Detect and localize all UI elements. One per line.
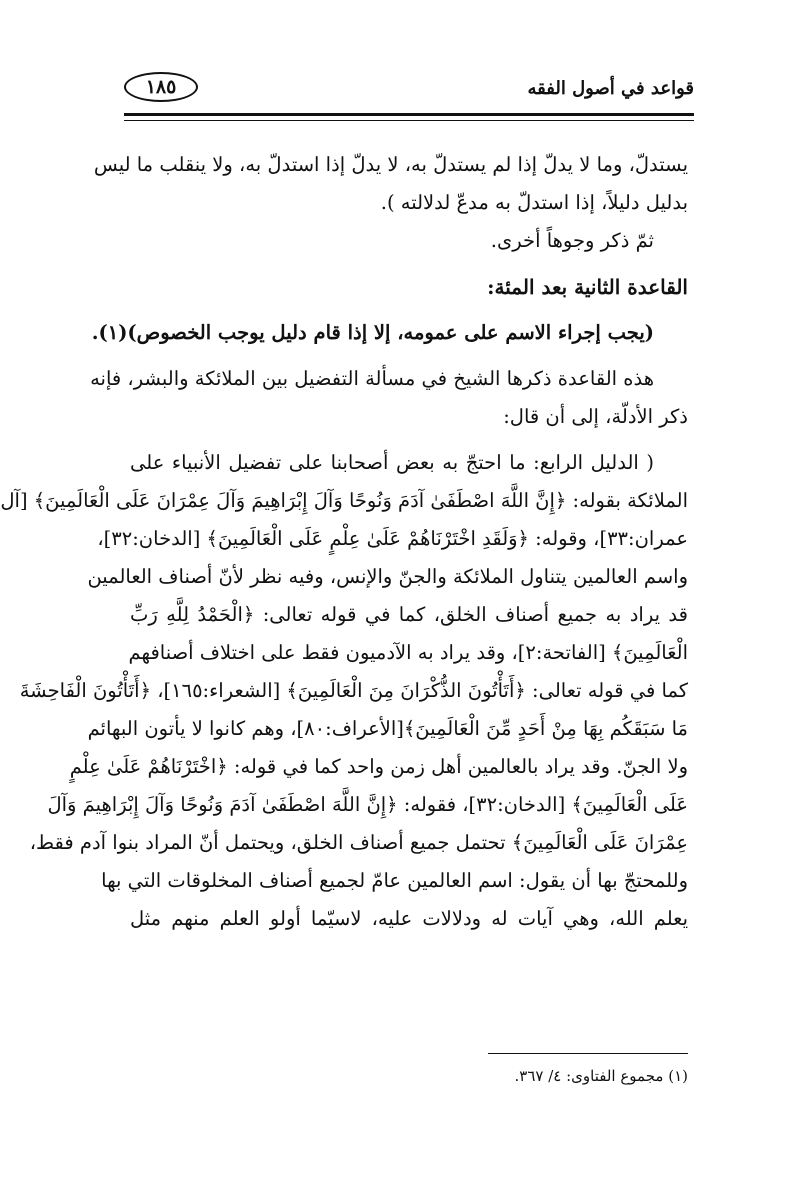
rule-statement: (يجب إجراء الاسم على عمومه، إلا إذا قام دليل يوجب الخصوص)(١). xyxy=(91,321,654,344)
text-line: يعلم الله، وهي آيات له ودلالات عليه، لاسيّما أولو العلم منهم مثل xyxy=(130,907,688,930)
text-line: بدليل دليلاً، إذا استدلّ به مدعّ لدلالته ). xyxy=(380,191,688,214)
text-line: واسم العالمين يتناول الملائكة والجنّ والإنس، وفيه نظر لأنّ أصناف العالمين xyxy=(87,565,688,588)
text-line: ذكر الأدلّة، إلى أن قال: xyxy=(503,405,688,428)
text-line: الْعَالَمِينَ﴾ [الفاتحة:٢]، وقد يراد به الآدميون فقط على اختلاف أصنافهم xyxy=(128,641,688,664)
text-line: عمران:٣٣]، وقوله: ﴿وَلَقَدِ اخْتَرْنَاهُمْ عَلَىٰ عِلْمٍ عَلَى الْعَالَمِينَ﴾ [الدخان:٣٢]، xyxy=(97,527,688,550)
text-line: ثمّ ذكر وجوهاً أخرى. xyxy=(490,229,654,252)
text-line: قد يراد به جميع أصناف الخلق، كما في قوله تعالى: ﴿الْحَمْدُ لِلَّهِ رَبِّ xyxy=(130,603,688,626)
footnote: (١) مجموع الفتاوى: ٤/ ٣٦٧. xyxy=(514,1067,688,1085)
text-line: عِمْرَانَ عَلَى الْعَالَمِينَ﴾ تحتمل جميع أصناف الخلق، ويحتمل أنّ المراد بنوا آدم فقط، xyxy=(29,831,688,854)
section-heading: القاعدة الثانية بعد المئة: xyxy=(487,275,688,299)
text-line: وللمحتجّ بها أن يقول: اسم العالمين عامّ لجميع أصناف المخلوقات التي بها xyxy=(101,869,688,892)
text-line: ( الدليل الرابع: ما احتجّ به بعض أصحابنا على تفضيل الأنبياء على xyxy=(130,451,654,474)
page-number: ١٨٥ xyxy=(124,72,198,102)
text-line: يستدلّ، وما لا يدلّ إذا لم يستدلّ به، لا يدلّ إذا استدلّ به، ولا ينقلب ما ليس xyxy=(93,153,688,176)
running-title: قواعد في أصول الفقه xyxy=(527,78,694,99)
text-line: الملائكة بقوله: ﴿إِنَّ اللَّهَ اصْطَفَىٰ آدَمَ وَنُوحًا وَآلَ إِبْرَاهِيمَ وَآلَ عِمْرَانَ عَلَى الْعَالَمِينَ﴾ [آل xyxy=(0,489,688,512)
text-line: ولا الجنّ. وقد يراد بالعالمين أهل زمن واحد كما في قوله: ﴿اخْتَرْنَاهُمْ عَلَىٰ عِلْمٍ xyxy=(69,755,688,778)
text-line: كما في قوله تعالى: ﴿أَتَأْتُونَ الذُّكْرَانَ مِنَ الْعَالَمِينَ﴾ [الشعراء:١٦٥]، ﴿أَتَأْتُونَ الْفَاحِشَةَ xyxy=(19,679,688,702)
footnote-separator xyxy=(488,1053,688,1054)
text-line: هذه القاعدة ذكرها الشيخ في مسألة التفضيل بين الملائكة والبشر، فإنه xyxy=(90,367,654,390)
text-line: عَلَى الْعَالَمِينَ﴾ [الدخان:٣٢]، فقوله: ﴿إِنَّ اللَّهَ اصْطَفَىٰ آدَمَ وَنُوحًا وَآلَ إِبْرَاهِيمَ وَآلَ xyxy=(47,793,688,816)
header-rule-thick xyxy=(124,113,694,116)
header-rule-thin xyxy=(124,120,694,121)
body-text xyxy=(0,146,688,938)
running-header xyxy=(124,72,694,112)
text-line: مَا سَبَقَكُم بِهَا مِنْ أَحَدٍ مِّنَ الْعَالَمِينَ﴾[الأعراف:٨٠]، وهم كانوا لا يأتون البهائم xyxy=(87,717,688,740)
